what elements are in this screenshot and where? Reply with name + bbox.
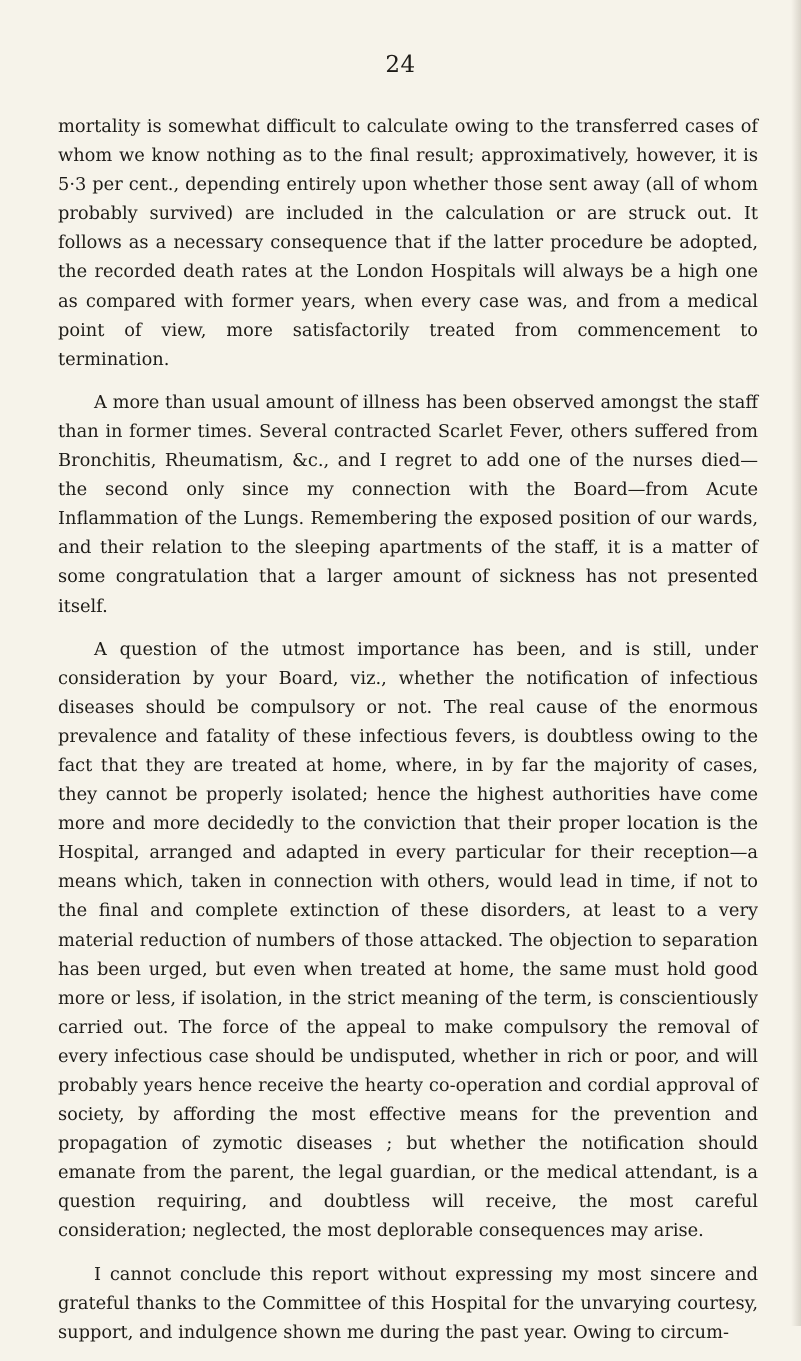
- paragraph-notification: A question of the utmost importance has been, and is still, under consideration by your Board, viz., whether the notification of infectious diseases should be compulsory or not. The real cause of the enormous prevalence and fatality of these infectious fevers, is doubtless owing to the fact that they are treated at home, where, in by far the majority of cases, they cannot be properly isolated; hence the highest authorities have come more and more decidedly to the conviction that their proper location is the Hospital, arranged and adapted in every particular for their reception—a means which, taken in connection with others, would lead in time, if not to the final and complete extinction of these disorders, at least to a very material reduction of numbers of those attacked. The objection to separation has been urged, but even when treated at home, the same must hold good more or less, if isolation, in the strict meaning of the term, is conscientiously carried out. The force of the appeal to make compulsory the removal of every infectious case should be undisputed, whether in rich or poor, and will probably years hence receive the hearty co-operation and cordial approval of society, by affording the most effective means for the prevention and propagation of zymotic diseases ; but whether the notification should emanate from the parent, the legal guardian, or the medical attendant, is a question requiring, and doubtless will receive, the most careful consideration; neglected, the most deplorable consequences may arise.: [58, 638, 758, 1242]
- body-text: [58, 112, 758, 1361]
- paragraph-mortality: mortality is somewhat difficult to calculate owing to the transferred cases of whom we know nothing as to the final result; approximatively, however, it is 5·3 per cent., depending entirely upon whether those sent away (all of whom probably survived) are included in the calculation or are struck out. It follows as a necessary consequence that if the latter procedure be adopted, the recorded death rates at the London Hospitals will always be a high one as compared with former years, when every case was, and from a medical point of view, more satisfactorily treated from commencement to termination.: [58, 116, 758, 370]
- page-edge-shadow: [791, 0, 801, 1326]
- page-number: 24: [385, 52, 416, 78]
- paragraph-staff-illness: A more than usual amount of illness has been observed amongst the staff than in former times. Several contracted Scarlet Fever, others suffered from Bronchitis, Rheumatism, &c., and I regret to add one of the nurses died— the second only since my connection with the Board—from Acute Inflammation of the Lungs. Remembering the exposed position of our wards, and their relation to the sleeping apartments of the staff, it is a matter of some congratulation that a larger amount of sickness has not presented itself.: [58, 391, 758, 617]
- paragraph-conclusion: I cannot conclude this report without expressing my most sincere and grateful thanks to the Committee of this Hospital for the unvarying courtesy, support, and indulgence shown me during the past year. Owing to circum-: [58, 1263, 758, 1343]
